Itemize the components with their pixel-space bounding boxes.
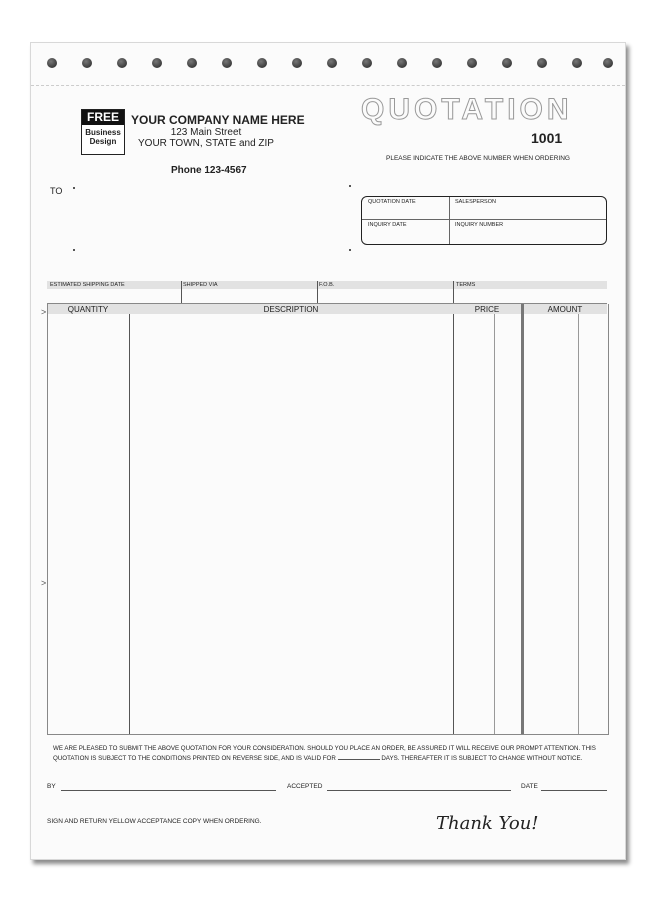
terms-label: TERMS (456, 282, 476, 288)
company-street: 123 Main Street (170, 127, 242, 138)
company-address (131, 127, 281, 149)
company-city: YOUR TOWN, STATE and ZIP (138, 138, 274, 149)
column-divider (129, 314, 130, 734)
price-amount-divider (521, 304, 524, 734)
by-label: BY (47, 783, 56, 790)
estimated-shipping-date-label: ESTIMATED SHIPPING DATE (50, 282, 125, 288)
punch-hole (292, 58, 302, 68)
sign-return-note: SIGN AND RETURN YELLOW ACCEPTANCE COPY WHEN ORDERING. (47, 818, 262, 825)
by-signature-line[interactable] (61, 790, 276, 791)
thank-you-script: Thank You! (436, 813, 539, 834)
shipping-divider (317, 281, 318, 303)
punch-hole (257, 58, 267, 68)
company-name: YOUR COMPANY NAME HERE (131, 113, 305, 127)
quantity-column-header: QUANTITY (67, 305, 109, 314)
punch-hole (537, 58, 547, 68)
perforation-line (31, 85, 625, 86)
punch-hole (327, 58, 337, 68)
company-phone: Phone 123-4567 (171, 165, 247, 176)
quotation-info-box (361, 196, 607, 245)
price-cents-divider (494, 314, 495, 734)
quotation-number: 1001 (531, 130, 563, 146)
logo-design: Design (89, 137, 117, 146)
form-title: QUOTATION (361, 93, 573, 126)
free-business-design-logo (81, 109, 125, 155)
fob-label: F.O.B. (319, 282, 335, 288)
margin-mark: > (41, 307, 47, 317)
price-column-header: PRICE (474, 305, 500, 314)
date-label: DATE (521, 783, 538, 790)
info-box-divider (362, 219, 606, 220)
amount-cents-divider (578, 314, 579, 734)
to-label: TO (50, 186, 63, 196)
items-table[interactable] (47, 304, 609, 735)
accepted-signature-line[interactable] (327, 790, 511, 791)
accepted-label: ACCEPTED (287, 783, 323, 790)
inquiry-number-field[interactable]: INQUIRY NUMBER (455, 222, 504, 228)
punch-hole (432, 58, 442, 68)
punch-hole (47, 58, 57, 68)
valid-days-field[interactable] (338, 753, 380, 760)
description-column-header: DESCRIPTION (263, 305, 319, 314)
quotation-form (30, 42, 626, 860)
quotation-number-note: PLEASE INDICATE THE ABOVE NUMBER WHEN ORDERING (386, 155, 570, 162)
logo-free: FREE (82, 110, 124, 125)
amount-column-header: AMOUNT (547, 305, 583, 314)
punch-hole (152, 58, 162, 68)
info-box-divider (449, 197, 450, 244)
punch-hole (603, 58, 613, 68)
logo-business: Business (85, 128, 121, 137)
punch-hole (117, 58, 127, 68)
date-line[interactable] (541, 790, 607, 791)
column-divider (453, 314, 454, 734)
punch-hole (572, 58, 582, 68)
terms-text: WE ARE PLEASED TO SUBMIT THE ABOVE QUOTATION FOR YOUR CONSIDERATION. SHOULD YOU PLACE AN ORDER, BE ASSURED IT WILL RECEIVE OUR PROMPT ATTENTION. THIS QUOTATION IS SUBJECT TO THE CONDITIONS PRINTED ON REVERSE SIDE, AND IS VALID FOR (53, 745, 596, 762)
punch-hole (187, 58, 197, 68)
shipping-divider (181, 281, 182, 303)
punch-hole (82, 58, 92, 68)
margin-mark: > (41, 578, 47, 588)
terms-text-continued: DAYS. THEREAFTER IT IS SUBJECT TO CHANGE WITHOUT NOTICE. (381, 755, 583, 762)
punch-hole (362, 58, 372, 68)
address-corner-mark (349, 249, 351, 251)
terms-paragraph (53, 745, 603, 763)
salesperson-field[interactable]: SALESPERSON (455, 199, 496, 205)
shipped-via-label: SHIPPED VIA (183, 282, 218, 288)
punch-hole (502, 58, 512, 68)
shipping-divider (453, 281, 454, 303)
punch-hole (222, 58, 232, 68)
address-corner-mark (73, 187, 75, 189)
inquiry-date-field[interactable]: INQUIRY DATE (368, 222, 407, 228)
punch-hole (397, 58, 407, 68)
quotation-date-field[interactable]: QUOTATION DATE (368, 199, 416, 205)
address-corner-mark (73, 249, 75, 251)
punch-hole (467, 58, 477, 68)
address-corner-mark (349, 185, 351, 187)
